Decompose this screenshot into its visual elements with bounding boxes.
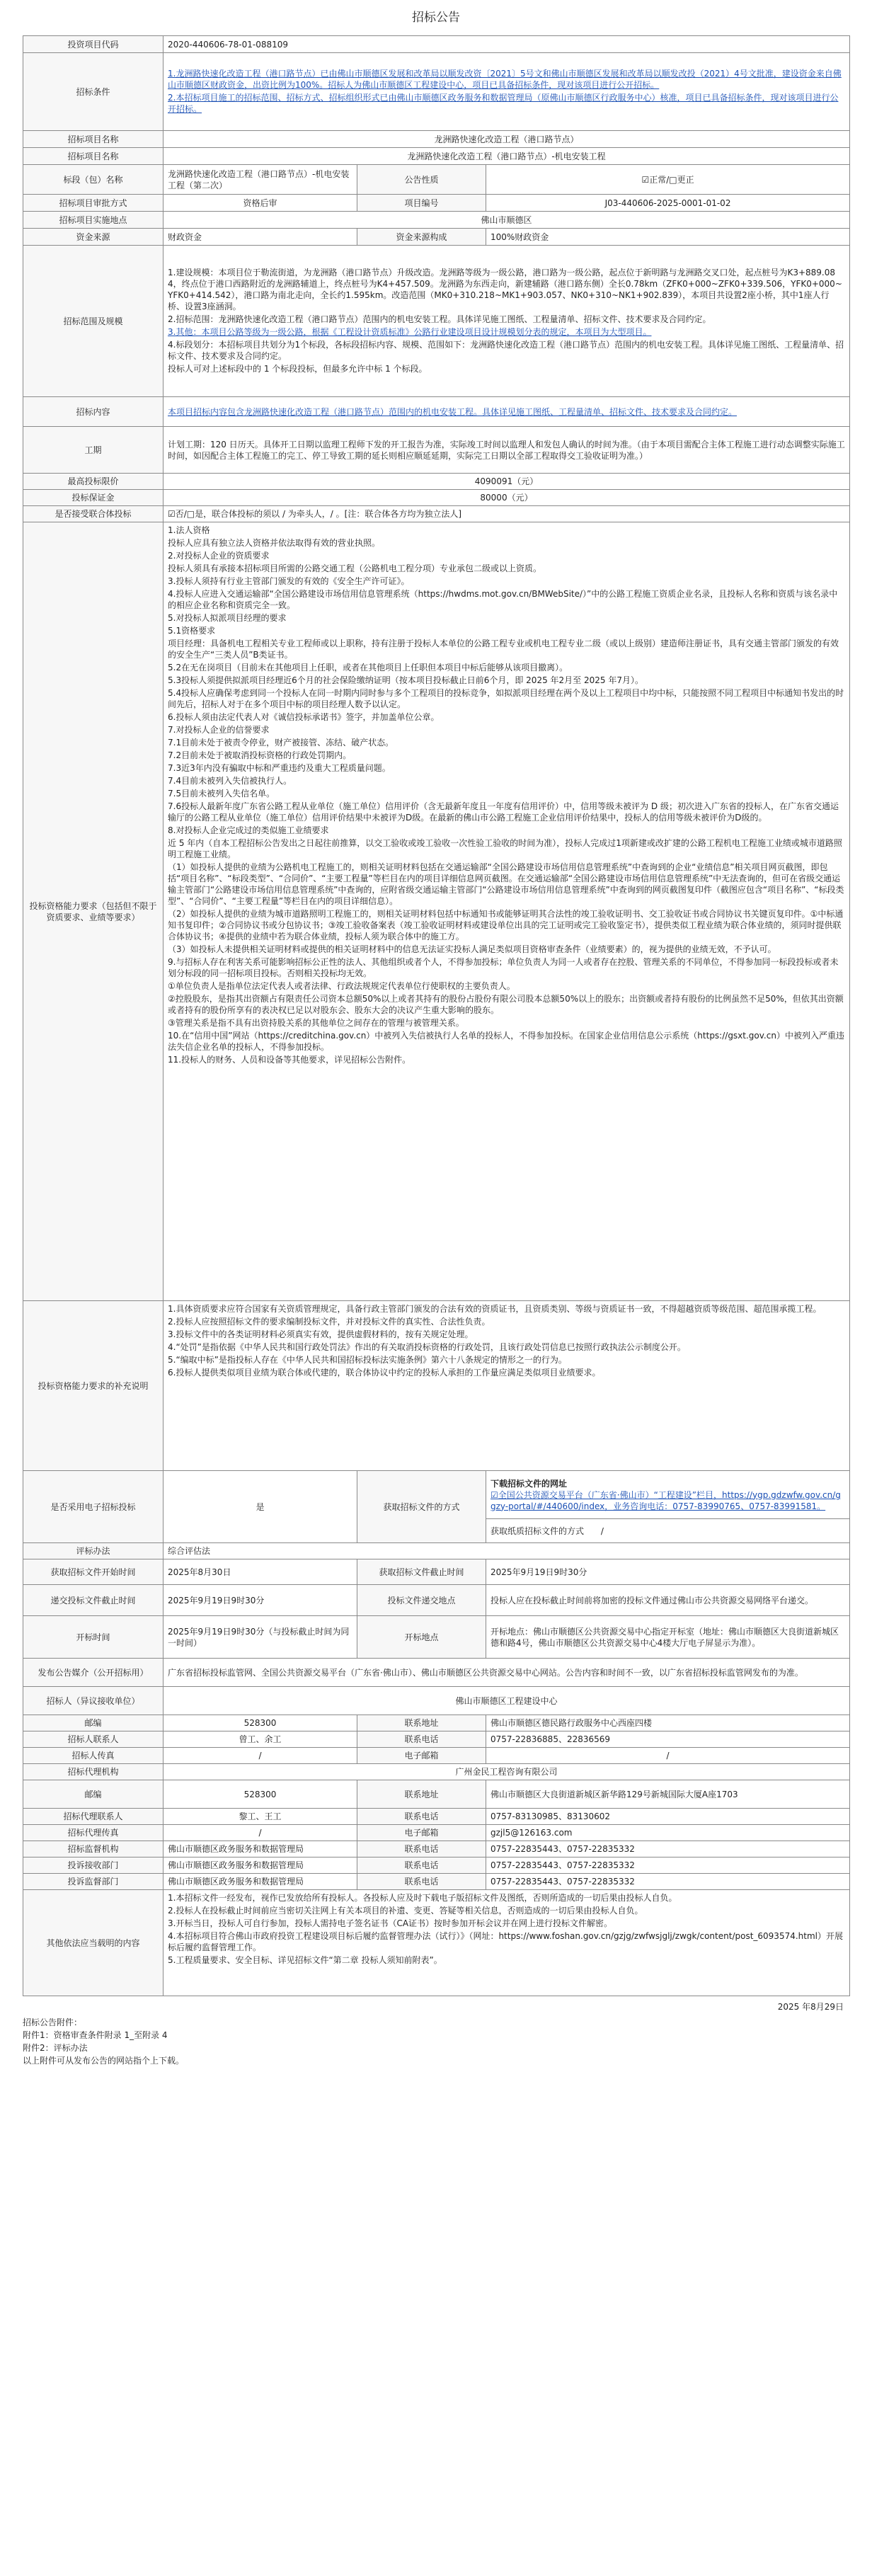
tender-project-name: 龙洲路快速化改造工程（港口路节点）-机电安装工程 (164, 148, 850, 165)
paragraph: （1）如投标人提供的业绩为公路机电工程施工的，则相关证明材料包括在交通运输部“全国公路建设市场信用信息管理系统”中查询到的企业“业绩信息”相关项目网页截图，即包括“项目名称”、“标段类型”、“合同价”、“主要工程量”等栏目在内的项目详细信息网页截图。在交通运输部“全国公路建设市场信用信息管理系统”中无法查询的，但可在省级交通运输主管部门“公路建设市场信用信息管理系统”中查询的，应附省级交通运输主管部门“公路建设市场信用信息管理系统”中查询到的网页截图复印件（截图应包含“项目名称”、“标段类型”、“合同价”、“主要工程量”等栏目在内的项目详细信息）。 (168, 862, 844, 906)
footer-line: 以上附件可从发布公告的网站指个上下载。 (23, 2056, 185, 2066)
field-label: 联系地址 (357, 1715, 486, 1731)
table-row (23, 474, 850, 490)
table-row (23, 1748, 850, 1764)
oversight-dept: 佛山市顺德区政务服务和数据管理局 (164, 1874, 357, 1890)
doc-end-time: 2025年9月19日9时30分 (486, 1559, 850, 1585)
table-row (23, 131, 850, 148)
submission-place: 投标人应在投标截止时间前将加密的投标文件通过佛山市公共资源交易网络平台递交。 (486, 1585, 850, 1616)
table-row (23, 36, 850, 53)
tenderer-fax: / (164, 1748, 357, 1764)
project-number: J03-440606-2025-0001-01-02 (486, 195, 850, 212)
field-label: 资金来源构成 (357, 229, 486, 246)
evaluation-method: 综合评估法 (164, 1543, 850, 1559)
construction-period: 计划工期：120 日历天。具体开工日期以监理工程师下发的开工报告为准，实际竣工时间以监理人和发包人确认的时间为准。（由于本项目需配合主体工程施工进行动态调整实际施工时间，如因配合主体工程施工的完工、停工导致工期的延长则相应顺延延期，实际完工日期以全部工程取得交工验收证明为准。） (164, 427, 850, 474)
field-label: 工期 (23, 427, 164, 474)
paragraph: 5.“编取中标”是指投标人存在《中华人民共和国招标投标法实施条例》第六十八条规定的情形之一的行为。 (168, 1355, 567, 1365)
paper-doc-method: / (600, 1525, 604, 1536)
bid-bond: 80000（元） (164, 490, 850, 506)
table-row (23, 1616, 850, 1659)
paragraph: 1.建设规模：本项目位于勒流街道，为龙洲路（港口路节点）升级改造。龙洲路等级为一级公路，港口路为一级公路，起点位于新明路与龙洲路交叉口处，起点桩号为K3+889.084，终点位于港口西路附近的龙洲路辅道上，终点桩号为K4+457.509。龙洲路为东西走向，新建辅路（港口路东侧）全长0.78km（ZFK0+000~ZFK0+339.506，YFK0+000~YFK0+414.542），港口路为南北走向，全长约1.595km。改造范围（MK0+310.218~MK1+903.057、NK0+310~NK1+902.839），本项目共设置2座小桥，其中1座人行桥、设置3座涵洞。 (168, 267, 842, 311)
paragraph: 8.对投标人企业完成过的类似施工业绩要求 (168, 825, 329, 835)
attachment-link[interactable]: 附件1：资格审查条件附录 1_至附录 4 (23, 2030, 168, 2040)
oversight-phone: 0757-22835443、0757-22835332 (486, 1874, 850, 1890)
field-label: 获取招标文件的方式 (357, 1471, 486, 1543)
paragraph: 项目经理：具备机电工程相关专业工程师或以上职称，持有注册于投标人本单位的公路工程专业或机电工程专业二级（或以上级别）建造师注册证书，具有交通主管部门颁发的有效的安全生产“三类人员”B类证书。 (168, 639, 839, 660)
table-row (23, 1857, 850, 1874)
field-label: 开标时间 (23, 1616, 164, 1659)
paragraph: 10.在“信用中国”网站（https://creditchina.gov.cn）中被列入失信被执行人名单的投标人，不得参加投标。在国家企业信用信息公示系统（https://gsxt.gov.cn）中被列入严重违法失信企业名单的投标人，不得参加投标。 (168, 1031, 844, 1052)
field-label: 联系电话 (357, 1841, 486, 1857)
paragraph: 7.6投标人最新年度广东省公路工程从业单位（施工单位）信用评价（含无最新年度且一年度有信用评价）中，信用等级未被评为 D 级；初次进入广东省的投标人，在广东省交通运输厅的公路工程从业单位（施工单位）信用评价结果中未被评为D级。在最新的佛山市公路工程施工企业信用评价结果中，投标人的信用等级未被评价为D级的。 (168, 801, 839, 823)
field-label: 获取招标文件截止时间 (357, 1559, 486, 1585)
table-row (23, 246, 850, 397)
agency-fax: / (164, 1825, 357, 1841)
agency-email: gzjl5@126163.com (486, 1825, 850, 1841)
table-row (23, 1825, 850, 1841)
field-label: 招标代理联系人 (23, 1809, 164, 1825)
paragraph: 7.3近3年内没有骗取中标和严重违约及重大工程质量问题。 (168, 763, 391, 773)
tender-conditions (164, 53, 850, 131)
paragraph: 9.与招标人存在利害关系可能影响招标公正性的法人、其他组织或者个人，不得参加投标；单位负责人为同一人或者存在控股、管理关系的不同单位，不得参加同一标段投标或者未划分标段的同一招标项目投标。否则相关投标均无效。 (168, 957, 839, 978)
field-label: 招标代理机构 (23, 1764, 164, 1780)
paragraph: 4.标段划分：本招标项目共划分为1个标段，各标段招标内容、规模、范围如下：龙洲路快速化改造工程（港口路节点）范围内的机电安装工程。具体详见施工图纸、工程量清单、招标文件、技术要求及合同约定。 (168, 339, 844, 361)
paragraph: 4.本招标项目符合佛山市政府投资工程建设项目标后履约监督管理办法（试行）》（网址：https://www.foshan.gov.cn/gzjg/zwfwsjglj/zwgk/content/post_6093574.html）开展标后履约监督管理工作。 (168, 1931, 843, 1952)
field-label: 发布公告媒介（公开招标用） (23, 1659, 164, 1687)
paragraph: 1.法人资格 (168, 525, 210, 535)
table-row (23, 1559, 850, 1585)
paragraph: 2.投标人应按照招标文件的要求编制投标文件，并对投标文件的真实性、合法性负责。 (168, 1317, 490, 1327)
agency-phone: 0757-83130985、83130602 (486, 1809, 850, 1825)
tenderer-email: / (486, 1748, 850, 1764)
field-label: 招标项目名称 (23, 131, 164, 148)
opening-place: 开标地点：佛山市顺德区公共资源交易中心指定开标室（地址：佛山市顺德区大良街道新城区德和路4号，佛山市顺德区公共资源交易中心4楼大厅电子屏显示为准）。 (486, 1616, 850, 1659)
paragraph: 6.投标人提供类似项目业绩为联合体或代建的，联合体协议中约定的投标人承担的工作量应满足类似项目业绩要求。 (168, 1368, 601, 1378)
field-label: 投标保证金 (23, 490, 164, 506)
field-label: 开标地点 (357, 1616, 486, 1659)
table-row (23, 53, 850, 131)
table-row (23, 506, 850, 522)
tenderer-name: 佛山市顺德区工程建设中心 (164, 1687, 850, 1715)
scope-and-scale (164, 246, 850, 397)
publishing-media: 广东省招标投标监管网、全国公共资源交易平台（广东省·佛山市）、佛山市顺德区公共资源交易中心网站。公告内容和时间不一致，以广东省招标投标监管网发布的为准。 (164, 1659, 850, 1687)
attachment-link[interactable]: 附件2：评标办法 (23, 2043, 88, 2053)
field-label: 招标项目名称 (23, 148, 164, 165)
field-label: 递交投标文件截止时间 (23, 1585, 164, 1616)
field-label: 投标文件递交地点 (357, 1585, 486, 1616)
paragraph: 3.开标当日，投标人可自行参加，投标人需持电子签名证书（CA证书）按时参加开标会议并在网上进行投标文件解密。 (168, 1918, 613, 1928)
paragraph: ①单位负责人是指单位法定代表人或者法律、行政法规规定代表单位行使职权的主要负责人。 (168, 981, 515, 991)
field-label: 是否接受联合体投标 (23, 506, 164, 522)
paragraph: 11.投标人的财务、人员和设备等其他要求，详见招标公告附件。 (168, 1055, 411, 1065)
fund-composition: 100%财政资金 (486, 229, 850, 246)
field-label: 联系电话 (357, 1857, 486, 1874)
electronic-bidding: 是 (164, 1471, 357, 1543)
consortium-option: ☑否/□是，联合体投标的须以 / 为牵头人，/ 。[注：联合体各方均为独立法人] (164, 506, 850, 522)
download-link[interactable]: ☑全国公共资源交易平台（广东省·佛山市）“工程建设”栏目，https://ygp.gdzwfw.gov.cn/ggzy-portal/#/440600/index，业务咨询电话：0757-83990765、0757-83991581。 (490, 1489, 841, 1511)
agency-postcode: 528300 (164, 1780, 357, 1809)
field-label: 招标项目实施地点 (23, 212, 164, 229)
field-label: 投资项目代码 (23, 36, 164, 53)
table-row (23, 1687, 850, 1715)
paragraph: 4.“处罚”是指依据《中华人民共和国行政处罚法》作出的有关取消投标资格的行政处罚，且该行政处罚信息已按照行政执法公示制度公开。 (168, 1342, 686, 1352)
field-label: 联系电话 (357, 1874, 486, 1890)
field-label: 获取招标文件开始时间 (23, 1559, 164, 1585)
field-label: 下载招标文件的网址 (490, 1478, 568, 1489)
field-label: 招标条件 (23, 53, 164, 131)
tender-info-table (23, 35, 850, 1996)
field-label: 联系电话 (357, 1809, 486, 1825)
paragraph: 1.龙洲路快速化改造工程（港口路节点）已由佛山市顺德区发展和改革局以顺发改资〔2021〕5号文和佛山市顺德区发展和改革局以顺发改投（2021）4号文批准，建设资金来自佛山市顺德区财政资金，出资比例为100%。招标人为佛山市顺德区工程建设中心，项目已具备招标条件，现对该项目进行公开招标。 (168, 68, 842, 90)
table-row (23, 1585, 850, 1616)
field-label: 其他依法应当载明的内容 (23, 1890, 164, 1996)
field-label: 投标资格能力要求的补充说明 (23, 1301, 164, 1471)
field-label: 邮编 (23, 1715, 164, 1731)
footer-line: 招标公告附件： (23, 2017, 83, 2027)
field-label: 资金来源 (23, 229, 164, 246)
paragraph: 5.4投标人应确保考虑到同一个投标人在同一时期内同时参与多个工程项目的投标竞争，如拟派项目经理在两个及以上工程项目中均中标，只能按照不同工程项目中标通知书发出的时间先后，招标人对于在多个项目中标的项目经理人数予以认定。 (168, 688, 844, 709)
paragraph: 1.具体资质要求应符合国家有关资质管理规定，具备行政主管部门颁发的合法有效的资质证书，且资质类别、等级与资质证书一致，不得超越资质等级范围、超范围承揽工程。 (168, 1304, 822, 1314)
paragraph: 投标人可对上述标段中的 1 个标段投标，但最多允许中标 1 个标段。 (168, 363, 428, 374)
table-row (23, 427, 850, 474)
table-row (23, 1841, 850, 1857)
max-bid-price: 4090091（元） (164, 474, 850, 490)
table-row (23, 397, 850, 427)
supervisor-name: 佛山市顺德区政务服务和数据管理局 (164, 1841, 357, 1857)
field-label: 联系地址 (357, 1780, 486, 1809)
table-row (23, 1764, 850, 1780)
location: 佛山市顺德区 (164, 212, 850, 229)
tenderer-postcode: 528300 (164, 1715, 357, 1731)
field-label: 招标代理传真 (23, 1825, 164, 1841)
table-row (23, 1780, 850, 1809)
paragraph: 3.投标文件中的各类证明材料必须真实有效，提供虚假材料的，按有关规定处理。 (168, 1329, 474, 1339)
paragraph: 5.对投标人拟派项目经理的要求 (168, 613, 287, 623)
field-label: 招标人联系人 (23, 1731, 164, 1748)
field-label: 项目编号 (357, 195, 486, 212)
field-label: 招标人（异议接收单位） (23, 1687, 164, 1715)
table-row (23, 212, 850, 229)
table-row (23, 1301, 850, 1471)
qualification-notes (164, 1301, 850, 1471)
field-label: 评标办法 (23, 1543, 164, 1559)
complaint-phone: 0757-22835443、0757-22835332 (486, 1857, 850, 1874)
paragraph: 2.本招标项目施工的招标范围、招标方式、招标组织形式已由佛山市顺德区政务服务和数据管理局（原佛山市顺德区行政服务中心）核准，项目已具备招标条件，现对该项目进行公开招标。 (168, 92, 839, 114)
table-row (23, 1471, 850, 1519)
table-row (23, 1809, 850, 1825)
field-label: 招标内容 (23, 397, 164, 427)
table-row (23, 1874, 850, 1890)
supervisor-phone: 0757-22835443、0757-22835332 (486, 1841, 850, 1857)
table-row (23, 1731, 850, 1748)
paragraph: ②控股股东，是指其出资额占有限责任公司资本总额50%以上或者其持有的股份占股份有限公司股本总额50%以上的股东；出资额或者持有股份的比例虽然不足50%，但依其出资额或者持有的股份所享有的表决权已足以对股东会、股东大会的决议产生重大影响的股东。 (168, 994, 844, 1015)
paragraph: 7.对投标人企业的信誉要求 (168, 725, 270, 735)
tenderer-address: 佛山市顺德区德民路行政服务中心西座四楼 (486, 1715, 850, 1731)
paragraph: 投标人须具有承接本招标项目所需的公路交通工程（公路机电工程分项）专业承包二级或以上资质。 (168, 563, 542, 573)
field-label: 招标人传真 (23, 1748, 164, 1764)
paragraph: （2）如投标人提供的业绩为城市道路照明工程施工的，则相关证明材料包括中标通知书或能够证明其合法性的竣工验收证明书、交工验收证书或合同协议书关键页复印件。①中标通知书复印件；②合同协议书或分包协议书；③竣工验收备案表（竣工验收证明材料或建设单位出具的完工证明或完工验收鉴定书），提供类似工程业绩为联合体业绩的，须同时提供联合体协议书；④提供的业绩中若为联合体业绩，投标人须为联合体中的施工方。 (168, 909, 844, 941)
download-url-cell (486, 1471, 850, 1519)
paragraph: 1.本招标文件一经发布，视作已发放给所有投标人。各投标人应及时下载电子版招标文件及图纸，否则所造成的一切后果由投标人自负。 (168, 1893, 677, 1903)
publish-date: 2025 年8月29日 (777, 2002, 844, 2012)
field-label: 电子邮箱 (357, 1748, 486, 1764)
paragraph: 2.招标范围：龙洲路快速化改造工程（港口路节点）范围内的机电安装工程。具体详见施工图纸、工程量清单、招标文件、技术要求及合同约定。 (168, 314, 711, 324)
paragraph: 5.2在无在岗项目（目前未在其他项目上任职，或者在其他项目上任职但本项目中标后能够从该项目撤离）。 (168, 663, 568, 672)
paragraph: 7.2目前未处于被取消投标资格的行政处罚期内。 (168, 750, 352, 760)
attachments-footer (23, 2016, 849, 2067)
qualification-requirements (164, 522, 850, 1301)
paragraph: 5.工程质量要求、安全目标、详见招标文件“第二章 投标人须知前附表”。 (168, 1955, 442, 1965)
table-row (23, 1659, 850, 1687)
tenderer-contact: 曾工、余工 (164, 1731, 357, 1748)
paragraph: 7.5目前未被列入失信名单。 (168, 789, 275, 798)
paragraph: 7.4目前未被列入失信被执行人。 (168, 776, 292, 786)
doc-start-time: 2025年8月30日 (164, 1559, 357, 1585)
paragraph: 投标人应具有独立法人资格并依法取得有效的营业执照。 (168, 538, 381, 548)
field-label: 投诉监督部门 (23, 1874, 164, 1890)
field-label: 招标监督机构 (23, 1841, 164, 1857)
other-content (164, 1890, 850, 1996)
agency-address: 佛山市顺德区大良街道新城区新华路129号新城国际大厦A座1703 (486, 1780, 850, 1809)
paragraph: 3.其他：本项目公路等级为一级公路，根据《工程设计资质标准》公路行业建设项目设计规模划分表的规定，本项目为大型项目。 (168, 326, 652, 337)
paragraph: 4.投标人应进入交通运输部“全国公路建设市场信用信息管理系统（https://hwdms.mot.gov.cn/BMWebSite/）”中的公路工程施工资质企业名录，且投标人名称和资质与该名录中的相应企业名称和资质完全一致。 (168, 589, 838, 610)
table-row (23, 195, 850, 212)
field-label: 招标范围及规模 (23, 246, 164, 397)
field-label: 联系电话 (357, 1731, 486, 1748)
field-label: 邮编 (23, 1780, 164, 1809)
field-label: 最高投标限价 (23, 474, 164, 490)
field-label: 电子邮箱 (357, 1825, 486, 1841)
paper-doc-cell (486, 1519, 850, 1543)
table-row (23, 148, 850, 165)
table-row (23, 490, 850, 506)
project-name: 龙洲路快速化改造工程（港口路节点） (164, 131, 850, 148)
field-label: 标段（包）名称 (23, 165, 164, 195)
paragraph: 近 5 年内（自本工程招标公告发出之日起往前推算，以交工验收或竣工验收一次性验工验收的时间为准），投标人完成过1项新建或改扩建的公路工程机电工程施工业绩或城市道路照明工程施工业绩。 (168, 838, 842, 859)
paragraph: （3）如投标人未提供相关证明材料或提供的相关证明材料中的信息无法证实投标人满足类似项目资格审查条件（业绩要素）的，视为提供的业绩无效，不予认可。 (168, 944, 776, 954)
field-label: 招标项目审批方式 (23, 195, 164, 212)
field-label: 获取纸质招标文件的方式 (490, 1525, 585, 1536)
paragraph: 5.1资格要求 (168, 626, 216, 636)
page-title: 招标公告 (412, 11, 460, 25)
table-row (23, 1890, 850, 1996)
notice-type: ☑正常/□更正 (486, 165, 850, 195)
tender-content: 本项目招标内容包含龙洲路快速化改造工程（港口路节点）范围内的机电安装工程。具体详见施工图纸、工程量清单、招标文件、技术要求及合同约定。 (164, 397, 850, 427)
table-row (23, 1543, 850, 1559)
paragraph: 2.投标人在投标截止时间前应当密切关注网上有关本项目的补遗、变更、答疑等相关信息，否则造成的一切后果由投标人自负。 (168, 1906, 643, 1916)
field-label: 投标资格能力要求（包括但不限于资质要求、业绩等要求） (23, 522, 164, 1301)
table-row (23, 522, 850, 1301)
agency-contact: 黎工、王工 (164, 1809, 357, 1825)
table-row (23, 229, 850, 246)
paragraph: 6.投标人须由法定代表人对《诚信投标承诺书》签字，并加盖单位公章。 (168, 712, 440, 722)
tenderer-phone: 0757-22836885、22836569 (486, 1731, 850, 1748)
paragraph: 3.投标人须持有行业主管部门颁发的有效的《安全生产许可证》。 (168, 576, 410, 586)
paragraph: 5.3投标人须提供拟派项目经理近6个月的社会保险缴纳证明（按本项目投标截止日前6个月，即 2025 年2月至 2025 年7月）。 (168, 675, 643, 685)
field-label: 投诉接收部门 (23, 1857, 164, 1874)
lot-name: 龙洲路快速化改造工程（港口路节点）-机电安装工程（第二次） (164, 165, 357, 195)
table-row (23, 165, 850, 195)
agency-name: 广州金民工程咨询有限公司 (164, 1764, 850, 1780)
paragraph: 2.对投标人企业的资质要求 (168, 551, 270, 561)
review-method: 资格后审 (164, 195, 357, 212)
fund-source: 财政资金 (164, 229, 357, 246)
complaint-dept: 佛山市顺德区政务服务和数据管理局 (164, 1857, 357, 1874)
submission-deadline: 2025年9月19日9时30分 (164, 1585, 357, 1616)
project-code: 2020-440606-78-01-088109 (164, 36, 850, 53)
opening-time: 2025年9月19日9时30分（与投标截止时间为同一时间） (164, 1616, 357, 1659)
field-label: 是否采用电子招标投标 (23, 1471, 164, 1543)
field-label: 公告性质 (357, 165, 486, 195)
paragraph: ③管理关系是指不具有出资持股关系的其他单位之间存在的管理与被管理关系。 (168, 1018, 464, 1028)
paragraph: 7.1目前未处于被责令停业，财产被接管、冻结、破产状态。 (168, 738, 394, 748)
table-row (23, 1715, 850, 1731)
